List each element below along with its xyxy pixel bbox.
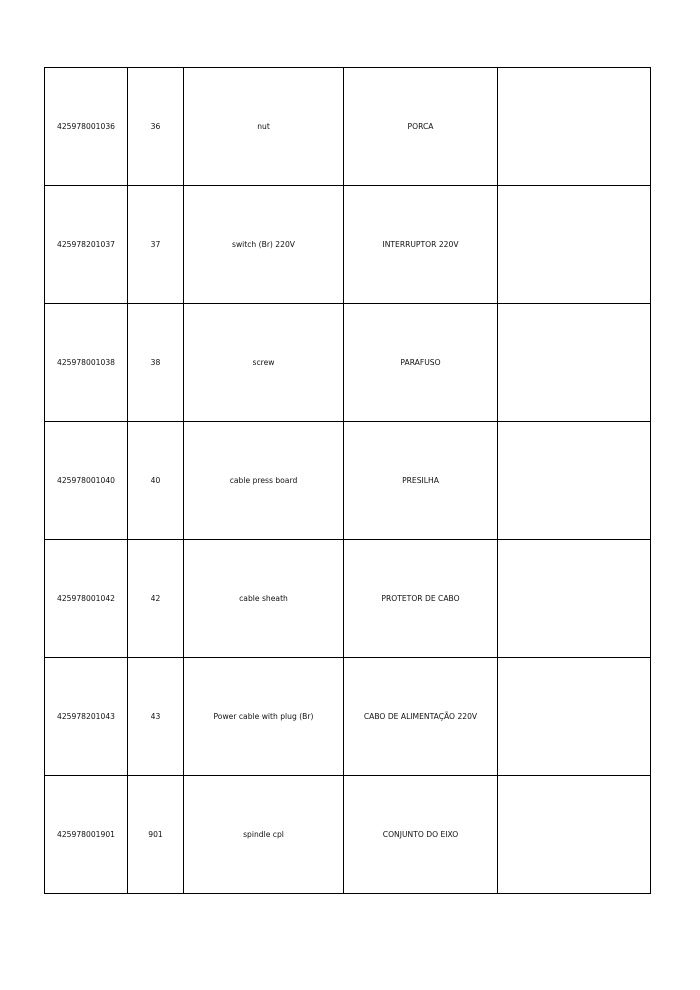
description-en-cell: Power cable with plug (Br) — [184, 658, 344, 776]
description-pt-cell: INTERRUPTOR 220V — [344, 186, 498, 304]
notes-cell — [498, 540, 651, 658]
description-pt-cell: PORCA — [344, 68, 498, 186]
description-pt-cell: PARAFUSO — [344, 304, 498, 422]
table-row — [45, 186, 651, 304]
part-code-cell: 425978001036 — [45, 68, 128, 186]
position-cell: 40 — [128, 422, 184, 540]
description-pt-cell: PRESILHA — [344, 422, 498, 540]
description-pt-cell: PROTETOR DE CABO — [344, 540, 498, 658]
description-pt-cell: CONJUNTO DO EIXO — [344, 776, 498, 894]
notes-cell — [498, 186, 651, 304]
notes-cell — [498, 658, 651, 776]
part-code-cell: 425978001042 — [45, 540, 128, 658]
notes-cell — [498, 776, 651, 894]
position-cell: 36 — [128, 68, 184, 186]
description-en-cell: cable sheath — [184, 540, 344, 658]
table-row — [45, 776, 651, 894]
part-code-cell: 425978001038 — [45, 304, 128, 422]
table-row — [45, 68, 651, 186]
position-cell: 901 — [128, 776, 184, 894]
position-cell: 38 — [128, 304, 184, 422]
notes-cell — [498, 422, 651, 540]
part-code-cell: 425978001901 — [45, 776, 128, 894]
part-code-cell: 425978201037 — [45, 186, 128, 304]
part-code-cell: 425978201043 — [45, 658, 128, 776]
description-en-cell: spindle cpl — [184, 776, 344, 894]
table-row — [45, 422, 651, 540]
position-cell: 42 — [128, 540, 184, 658]
description-en-cell: nut — [184, 68, 344, 186]
table-row — [45, 658, 651, 776]
table-row — [45, 304, 651, 422]
notes-cell — [498, 68, 651, 186]
table-row — [45, 540, 651, 658]
parts-table — [44, 67, 651, 894]
position-cell: 37 — [128, 186, 184, 304]
description-en-cell: switch (Br) 220V — [184, 186, 344, 304]
position-cell: 43 — [128, 658, 184, 776]
part-code-cell: 425978001040 — [45, 422, 128, 540]
description-pt-cell: CABO DE ALIMENTAÇÃO 220V — [344, 658, 498, 776]
notes-cell — [498, 304, 651, 422]
description-en-cell: screw — [184, 304, 344, 422]
description-en-cell: cable press board — [184, 422, 344, 540]
